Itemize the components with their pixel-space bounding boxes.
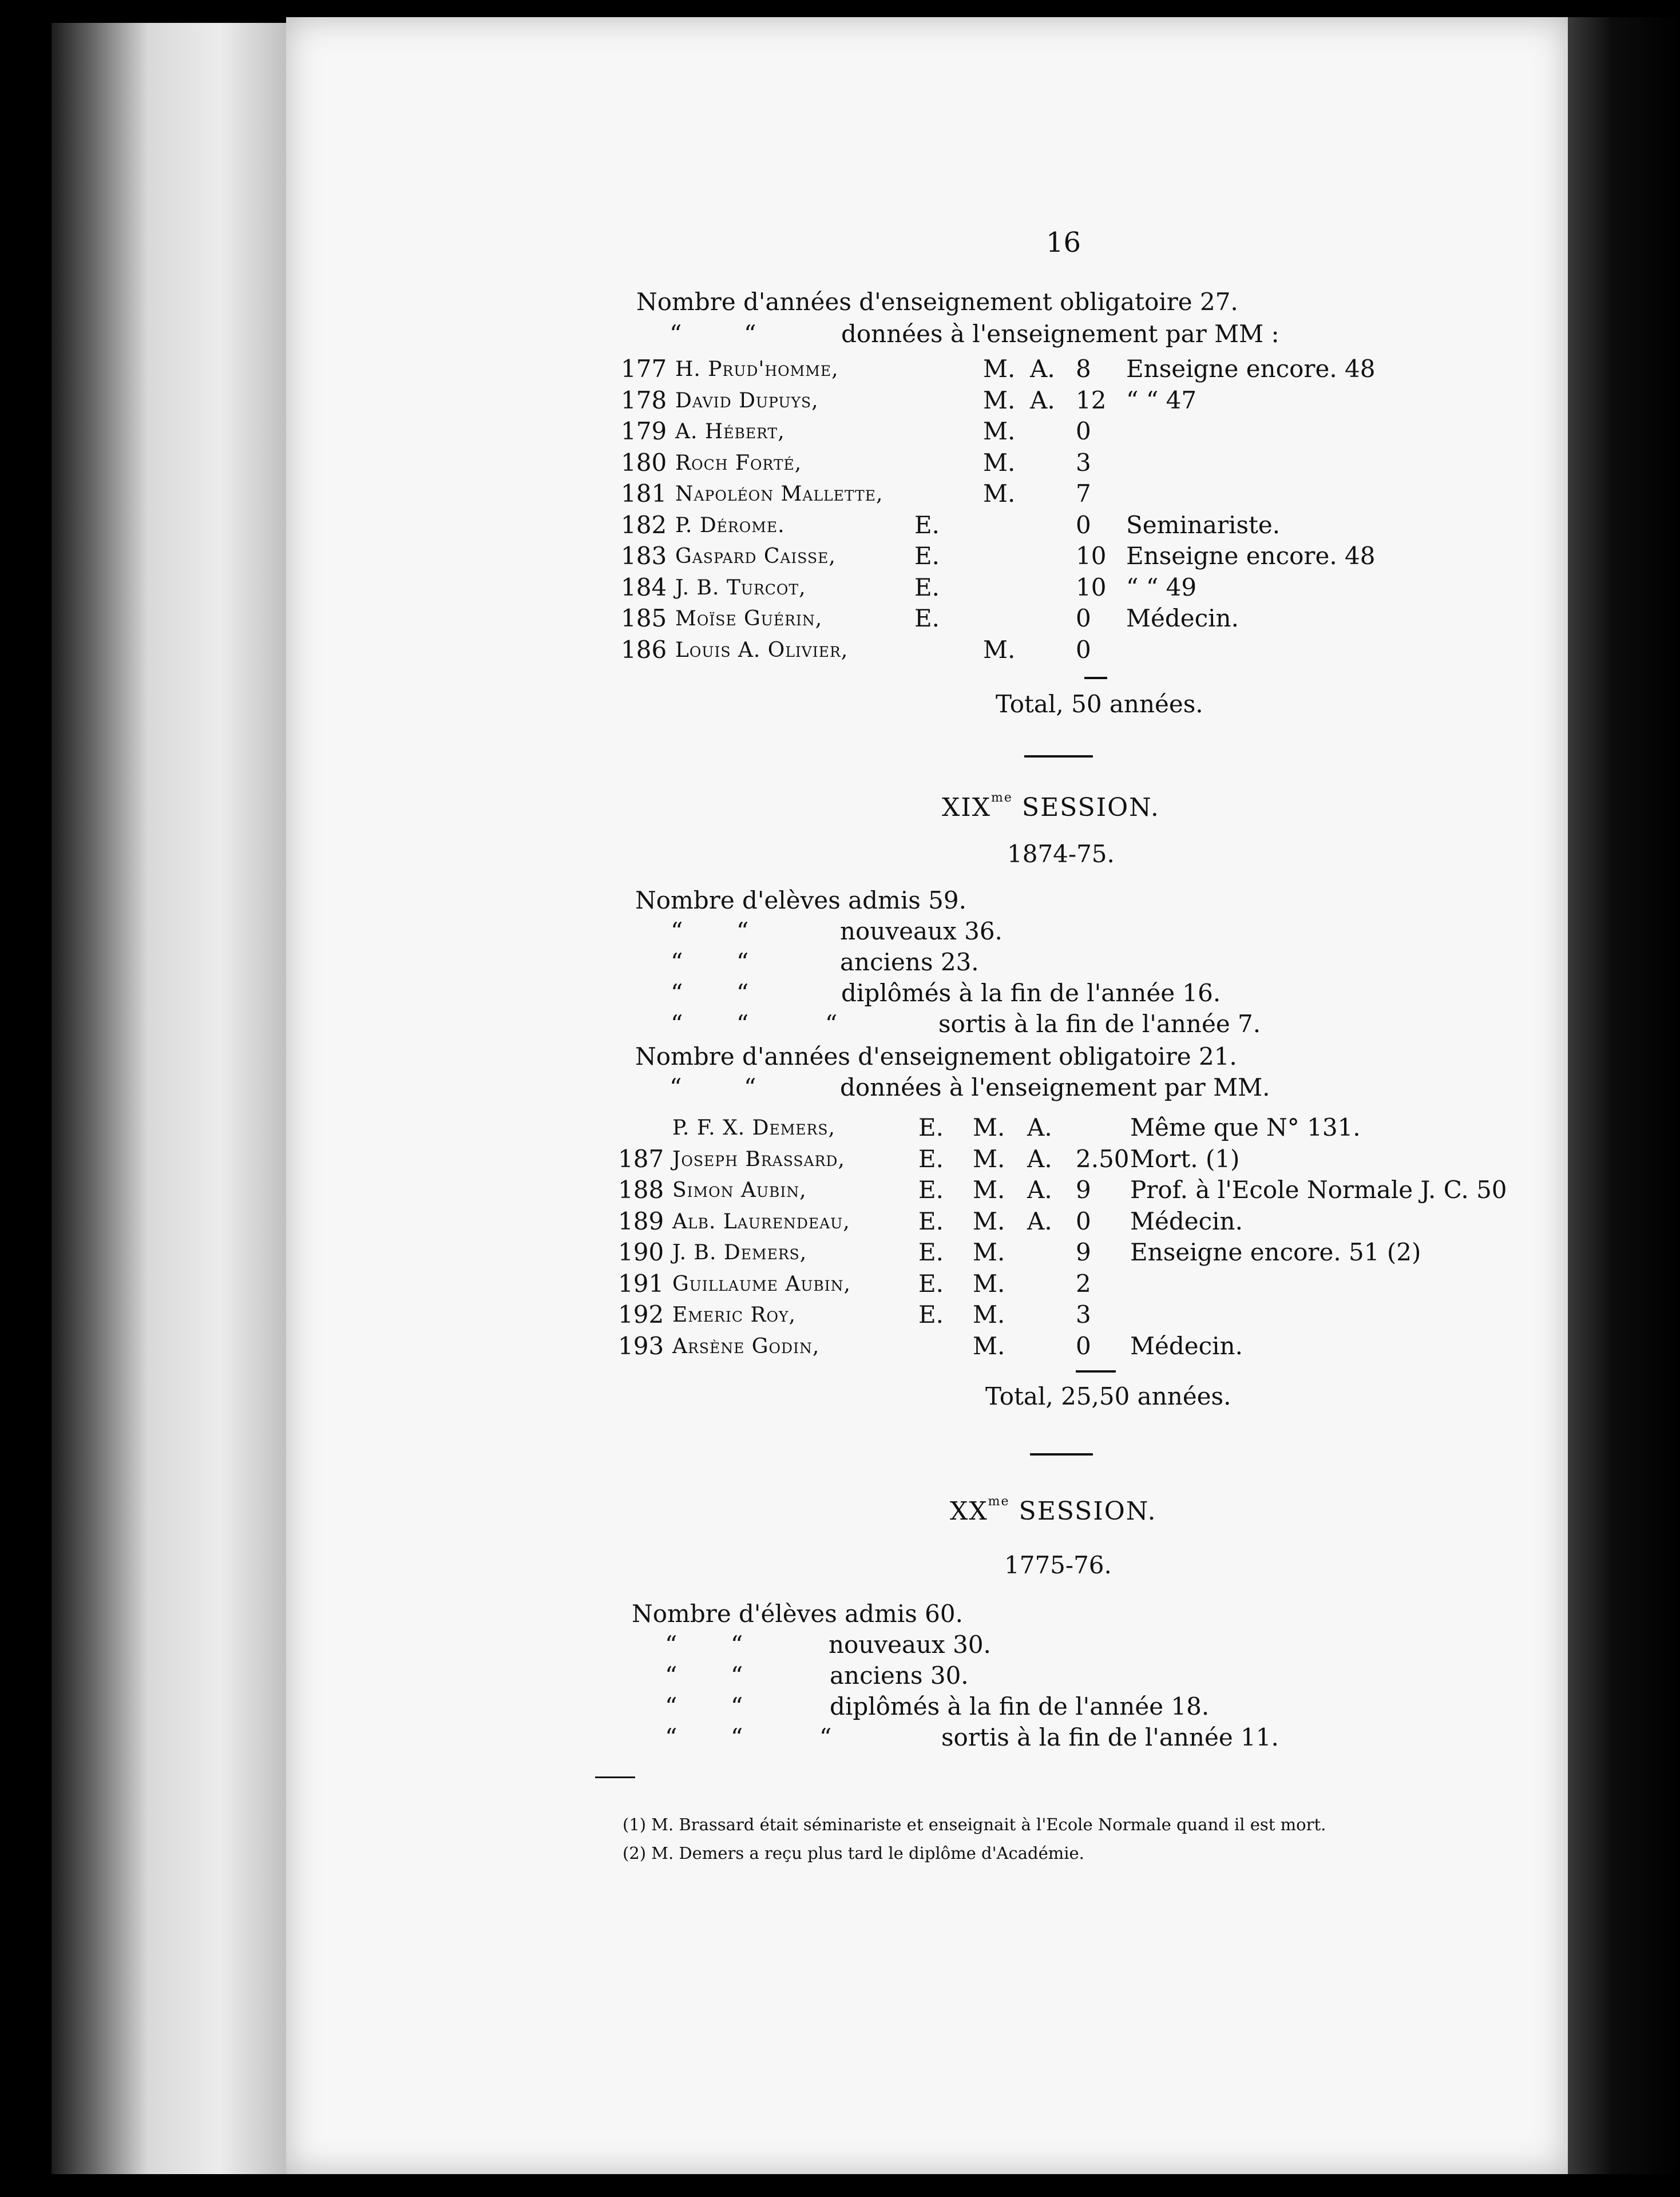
teacher-name: Emeric Roy, xyxy=(672,1303,796,1327)
teacher-note: Médecin. xyxy=(1130,1207,1243,1235)
entry-number: 184 xyxy=(621,573,667,601)
col-m: M. xyxy=(983,386,1016,414)
teacher-name: J. B. Turcot, xyxy=(675,576,806,600)
session-years: 1874-75. xyxy=(1007,840,1115,868)
teacher-note: “ “ 47 xyxy=(1126,386,1197,414)
teacher-name: David Dupuys, xyxy=(675,388,819,413)
teacher-name: A. Hébert, xyxy=(675,420,785,443)
col-e: E. xyxy=(914,604,940,632)
col-m: M. xyxy=(983,448,1016,477)
entry-number: 183 xyxy=(621,542,667,570)
teacher-note: Enseigne encore. 48 xyxy=(1126,355,1376,383)
teacher-name: Napoléon Mallette, xyxy=(675,482,883,506)
teacher-note: Même que N° 131. xyxy=(1130,1113,1361,1141)
years-taught: 9 xyxy=(1076,1238,1091,1266)
ditto-marks: “ “ “ xyxy=(665,1723,832,1751)
years-taught: 3 xyxy=(1076,1300,1091,1328)
entry-number: 193 xyxy=(618,1331,664,1360)
page-number: 16 xyxy=(1046,227,1081,259)
count-line: Nombre d'elèves admis 59. xyxy=(635,886,966,914)
col-a: A. xyxy=(1030,355,1055,383)
entry-number: 190 xyxy=(618,1238,664,1266)
col-m: M. xyxy=(973,1144,1005,1173)
teacher-note: Enseigne encore. 51 (2) xyxy=(1130,1238,1421,1266)
book-page-edges xyxy=(51,23,292,2174)
given-years-line: données à l'enseignement par MM : xyxy=(841,320,1279,348)
years-taught: 7 xyxy=(1076,479,1091,507)
total-rule xyxy=(1076,1370,1116,1373)
section-title-xix xyxy=(942,791,1160,822)
col-m: M. xyxy=(973,1113,1005,1141)
total-rule xyxy=(1084,677,1107,679)
years-taught: 2 xyxy=(1076,1269,1091,1298)
teacher-name: Moïse Guérin, xyxy=(675,607,823,630)
scan-shadow xyxy=(1568,17,1680,2174)
col-e: E. xyxy=(914,510,940,539)
years-taught: 8 xyxy=(1076,355,1091,383)
teacher-note: Seminariste. xyxy=(1126,510,1281,539)
entry-number: 179 xyxy=(621,417,667,445)
teacher-note: Mort. (1) xyxy=(1130,1144,1240,1173)
teacher-note: Prof. à l'Ecole Normale J. C. 50 xyxy=(1130,1176,1507,1204)
total-line: Total, 25,50 années. xyxy=(985,1382,1231,1410)
entry-number: 181 xyxy=(621,479,667,507)
ditto-marks: “ “ xyxy=(665,1692,743,1720)
years-taught: 10 xyxy=(1076,573,1107,601)
count-line: diplômés à la fin de l'année 18. xyxy=(830,1692,1210,1720)
col-m: M. xyxy=(973,1176,1005,1204)
entry-number: 187 xyxy=(618,1144,664,1173)
entry-number: 191 xyxy=(618,1269,664,1298)
teacher-name: Guillaume Aubin, xyxy=(672,1272,851,1296)
years-taught: 0 xyxy=(1076,1331,1091,1360)
count-line: diplômés à la fin de l'année 16. xyxy=(841,979,1221,1007)
entry-number: 182 xyxy=(621,510,667,539)
col-m: M. xyxy=(973,1238,1005,1266)
col-m: M. xyxy=(973,1269,1005,1298)
col-m: M. xyxy=(973,1207,1005,1235)
col-m: M. xyxy=(983,355,1016,383)
teacher-name: Joseph Brassard, xyxy=(672,1147,845,1171)
years-taught: 10 xyxy=(1076,542,1107,570)
total-line: Total, 50 années. xyxy=(996,690,1203,718)
teacher-name: P. F. X. Demers, xyxy=(672,1116,835,1140)
col-a: A. xyxy=(1027,1176,1052,1204)
ditto-mark: “ xyxy=(744,1073,756,1101)
col-e: E. xyxy=(918,1113,944,1141)
col-m: M. xyxy=(973,1331,1005,1360)
session-superscript: me xyxy=(988,1494,1010,1509)
years-taught: 0 xyxy=(1076,1207,1091,1235)
teacher-name: Louis A. Olivier, xyxy=(675,638,849,662)
teacher-name: H. Prud'homme, xyxy=(675,358,839,381)
col-e: E. xyxy=(914,573,940,601)
teacher-name: P. Dérome. xyxy=(675,513,785,537)
col-e: E. xyxy=(918,1300,944,1328)
col-a: A. xyxy=(1027,1207,1052,1235)
obligatory-years-line: Nombre d'années d'enseignement obligatoire 27. xyxy=(636,288,1238,316)
count-line: sortis à la fin de l'année 7. xyxy=(938,1010,1261,1038)
col-e: E. xyxy=(918,1207,944,1235)
count-line: sortis à la fin de l'année 11. xyxy=(941,1723,1279,1751)
col-e: E. xyxy=(918,1176,944,1204)
session-word: SESSION. xyxy=(1019,1497,1157,1526)
years-taught: 2.50 xyxy=(1076,1144,1130,1173)
section-divider xyxy=(1030,1453,1093,1456)
count-line: anciens 23. xyxy=(840,948,979,976)
entry-number: 188 xyxy=(618,1176,664,1204)
ditto-marks: “ “ xyxy=(665,1661,743,1690)
count-line: nouveaux 36. xyxy=(840,917,1003,945)
count-line: nouveaux 30. xyxy=(829,1631,991,1659)
teacher-note: Médecin. xyxy=(1126,604,1239,632)
footnote-1: (1) M. Brassard était séminariste et enseignait à l'Ecole Normale quand il est mort. xyxy=(623,1815,1326,1834)
years-taught: 12 xyxy=(1076,386,1107,414)
ditto-mark: “ xyxy=(744,320,756,348)
entry-number: 177 xyxy=(621,355,667,383)
session-roman: XX xyxy=(950,1497,988,1526)
teacher-name: Gaspard Caisse, xyxy=(675,545,836,568)
col-e: E. xyxy=(914,542,940,570)
footnote-rule xyxy=(595,1776,635,1778)
col-e: E. xyxy=(918,1269,944,1298)
col-e: E. xyxy=(918,1144,944,1173)
entry-number: 192 xyxy=(618,1300,664,1328)
count-line: Nombre d'élèves admis 60. xyxy=(632,1600,963,1628)
entry-number: 189 xyxy=(618,1207,664,1235)
col-a: A. xyxy=(1027,1144,1052,1173)
col-m: M. xyxy=(983,635,1016,664)
obligatory-years-line: Nombre d'années d'enseignement obligatoire 21. xyxy=(635,1042,1237,1070)
teacher-name: Roch Forté, xyxy=(675,451,802,475)
ditto-marks: “ “ “ xyxy=(671,1010,838,1038)
years-taught: 0 xyxy=(1076,635,1091,664)
footnote-2: (2) M. Demers a reçu plus tard le diplôme d'Académie. xyxy=(623,1843,1084,1863)
years-taught: 9 xyxy=(1076,1176,1091,1204)
ditto-marks: “ “ xyxy=(671,948,749,976)
col-m: M. xyxy=(973,1300,1005,1328)
col-a: A. xyxy=(1030,386,1055,414)
ditto-marks: “ “ xyxy=(671,979,749,1007)
teacher-name: Arsène Godin, xyxy=(672,1334,820,1358)
session-years: 1775-76. xyxy=(1004,1551,1112,1579)
years-taught: 0 xyxy=(1076,604,1091,632)
section-title-xx xyxy=(950,1494,1157,1526)
session-roman: XIX xyxy=(942,793,992,822)
entry-number: 178 xyxy=(621,386,667,414)
ditto-mark: “ xyxy=(669,1073,682,1101)
col-m: M. xyxy=(983,479,1016,507)
entry-number: 185 xyxy=(621,604,667,632)
count-line: anciens 30. xyxy=(830,1661,969,1690)
teacher-note: “ “ 49 xyxy=(1126,573,1197,601)
years-taught: 0 xyxy=(1076,417,1091,445)
years-taught: 0 xyxy=(1076,510,1091,539)
given-years-line: données à l'enseignement par MM. xyxy=(840,1073,1270,1101)
teacher-name: Alb. Laurendeau, xyxy=(672,1209,850,1234)
entry-number: 180 xyxy=(621,448,667,477)
ditto-marks: “ “ xyxy=(671,917,749,945)
teacher-name: Simon Aubin, xyxy=(672,1179,807,1202)
ditto-mark: “ xyxy=(669,320,682,348)
section-divider xyxy=(1024,755,1093,758)
session-word: SESSION. xyxy=(1021,793,1160,822)
col-m: M. xyxy=(983,417,1016,445)
entry-number: 186 xyxy=(621,635,667,664)
teacher-note: Enseigne encore. 48 xyxy=(1126,542,1376,570)
teacher-note: Médecin. xyxy=(1130,1331,1243,1360)
col-a: A. xyxy=(1027,1113,1052,1141)
session-superscript: me xyxy=(991,791,1013,805)
col-e: E. xyxy=(918,1238,944,1266)
ditto-marks: “ “ xyxy=(665,1631,743,1659)
teacher-name: J. B. Demers, xyxy=(672,1241,807,1264)
years-taught: 3 xyxy=(1076,448,1091,477)
